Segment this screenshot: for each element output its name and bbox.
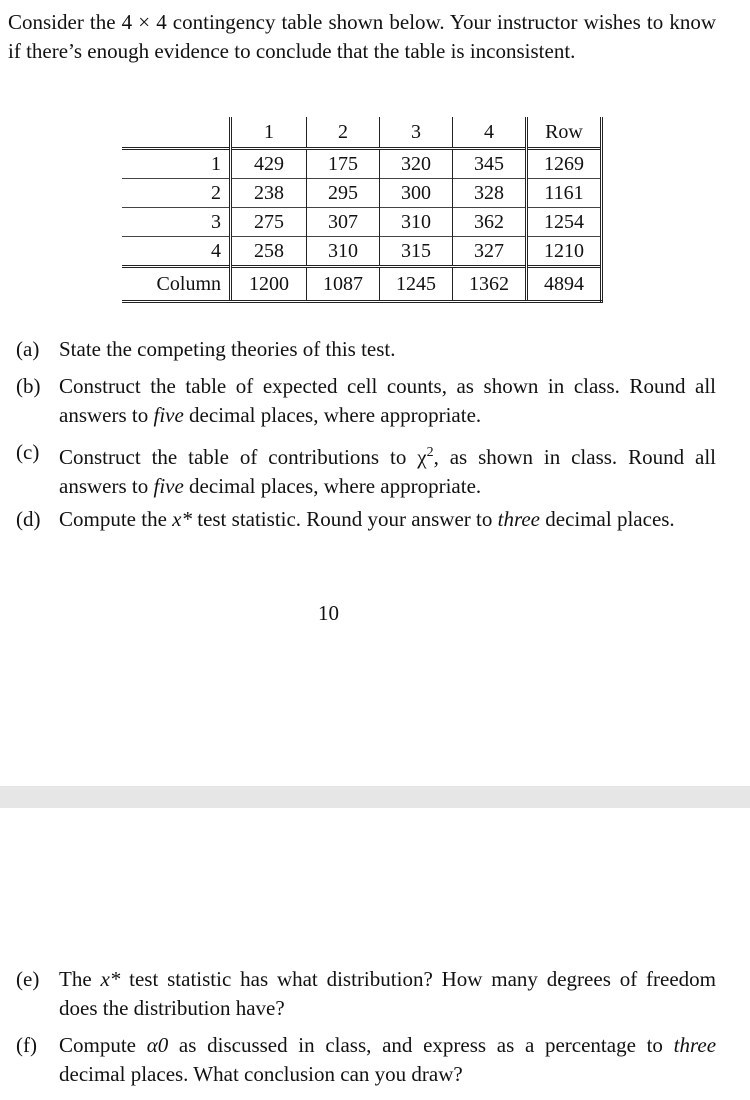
- table-cell: 258: [231, 237, 307, 267]
- question-label: (c): [16, 440, 40, 464]
- emphasis: three: [673, 1033, 717, 1057]
- superscript: 2: [426, 445, 434, 460]
- table-cell: 320: [380, 149, 453, 179]
- text-run: decimal places, where appropriate.: [183, 474, 482, 498]
- math-variable: α0: [146, 1033, 169, 1057]
- table-cell: 328: [453, 179, 527, 208]
- question-label: (b): [16, 374, 41, 398]
- question-label: (f): [16, 1033, 37, 1057]
- table-cell: 315: [380, 237, 453, 267]
- question-text: [59, 438, 716, 501]
- text-run: decimal places.: [540, 507, 675, 531]
- question-label: (d): [16, 507, 41, 531]
- question-c: [16, 438, 716, 501]
- table-cell: 362: [453, 208, 527, 237]
- text-run: decimal places, where appropriate.: [183, 403, 482, 427]
- emphasis: five: [153, 474, 184, 498]
- text-run: test statistic has what distribution? How many degrees of freedom does the distribution have?: [59, 967, 716, 1020]
- question-text: [59, 372, 716, 430]
- question-text: [59, 1031, 716, 1089]
- table-cell: 300: [380, 179, 453, 208]
- emphasis: five: [153, 403, 184, 427]
- row-total-cell: 1254: [527, 208, 602, 237]
- question-text: State the competing theories of this test.: [59, 337, 396, 361]
- grand-total-cell: 4894: [527, 267, 602, 302]
- table-row: [122, 208, 602, 237]
- row-header: 3: [122, 208, 231, 237]
- table-cell: 429: [231, 149, 307, 179]
- page-bottom: [0, 808, 750, 1100]
- column-total-label: Column: [122, 267, 231, 302]
- emphasis: three: [497, 507, 540, 531]
- table-cell: 307: [307, 208, 380, 237]
- page-number: 10: [318, 601, 339, 625]
- question-d: [16, 505, 716, 534]
- table-cell: 345: [453, 149, 527, 179]
- table-cell: 310: [307, 237, 380, 267]
- question-a: [16, 335, 716, 364]
- table-row: [122, 179, 602, 208]
- text-run: decimal places. What conclusion can you draw?: [59, 1062, 463, 1086]
- text-run: , as shown in class. Round all answers to: [59, 445, 716, 498]
- table-cell: 295: [307, 179, 380, 208]
- row-header: 1: [122, 149, 231, 179]
- text-run: Construct the table of expected cell counts, as shown in class. Round all answers to: [59, 374, 716, 427]
- column-total-cell: 1245: [380, 267, 453, 302]
- table-corner-cell: [122, 117, 231, 149]
- text-run: test statistic. Round your answer to: [191, 507, 498, 531]
- text-run: Construct the table of contributions to χ: [59, 445, 427, 469]
- column-header: 4: [453, 117, 527, 149]
- contingency-table: [122, 117, 603, 303]
- row-total-cell: 1269: [527, 149, 602, 179]
- text-run: Compute the: [59, 507, 173, 531]
- question-text: [59, 965, 716, 1023]
- intro-paragraph: Consider the 4 × 4 contingency table shown below. Your instructor wishes to know if there’s enough evidence to conclude that the table is inconsistent.: [8, 10, 716, 63]
- table-cell: 275: [231, 208, 307, 237]
- question-b: [16, 372, 716, 430]
- text-run: Compute: [59, 1033, 147, 1057]
- question-text: [59, 505, 716, 534]
- question-label: (e): [16, 967, 40, 991]
- column-header: 3: [380, 117, 453, 149]
- text-run: The: [59, 967, 101, 991]
- table-cell: 310: [380, 208, 453, 237]
- row-total-cell: 1161: [527, 179, 602, 208]
- table-cell: 175: [307, 149, 380, 179]
- table-cell: 238: [231, 179, 307, 208]
- table-cell: 327: [453, 237, 527, 267]
- row-header: 2: [122, 179, 231, 208]
- question-label: (a): [16, 337, 40, 361]
- table-row: [122, 237, 602, 267]
- question-e: [16, 965, 716, 1023]
- text-run: as discussed in class, and express as a percentage to: [168, 1033, 674, 1057]
- row-total-header: Row: [527, 117, 602, 149]
- column-total-cell: 1362: [453, 267, 527, 302]
- column-header: 1: [231, 117, 307, 149]
- column-header: 2: [307, 117, 380, 149]
- question-f: [16, 1031, 716, 1089]
- column-total-cell: 1087: [307, 267, 380, 302]
- table-header-row: [122, 117, 602, 149]
- math-variable: x*: [100, 967, 121, 991]
- column-total-row: [122, 267, 602, 302]
- row-header: 4: [122, 237, 231, 267]
- row-total-cell: 1210: [527, 237, 602, 267]
- page-gap-divider: [0, 786, 750, 808]
- column-total-cell: 1200: [231, 267, 307, 302]
- math-variable: x*: [172, 507, 192, 531]
- table-row: [122, 149, 602, 179]
